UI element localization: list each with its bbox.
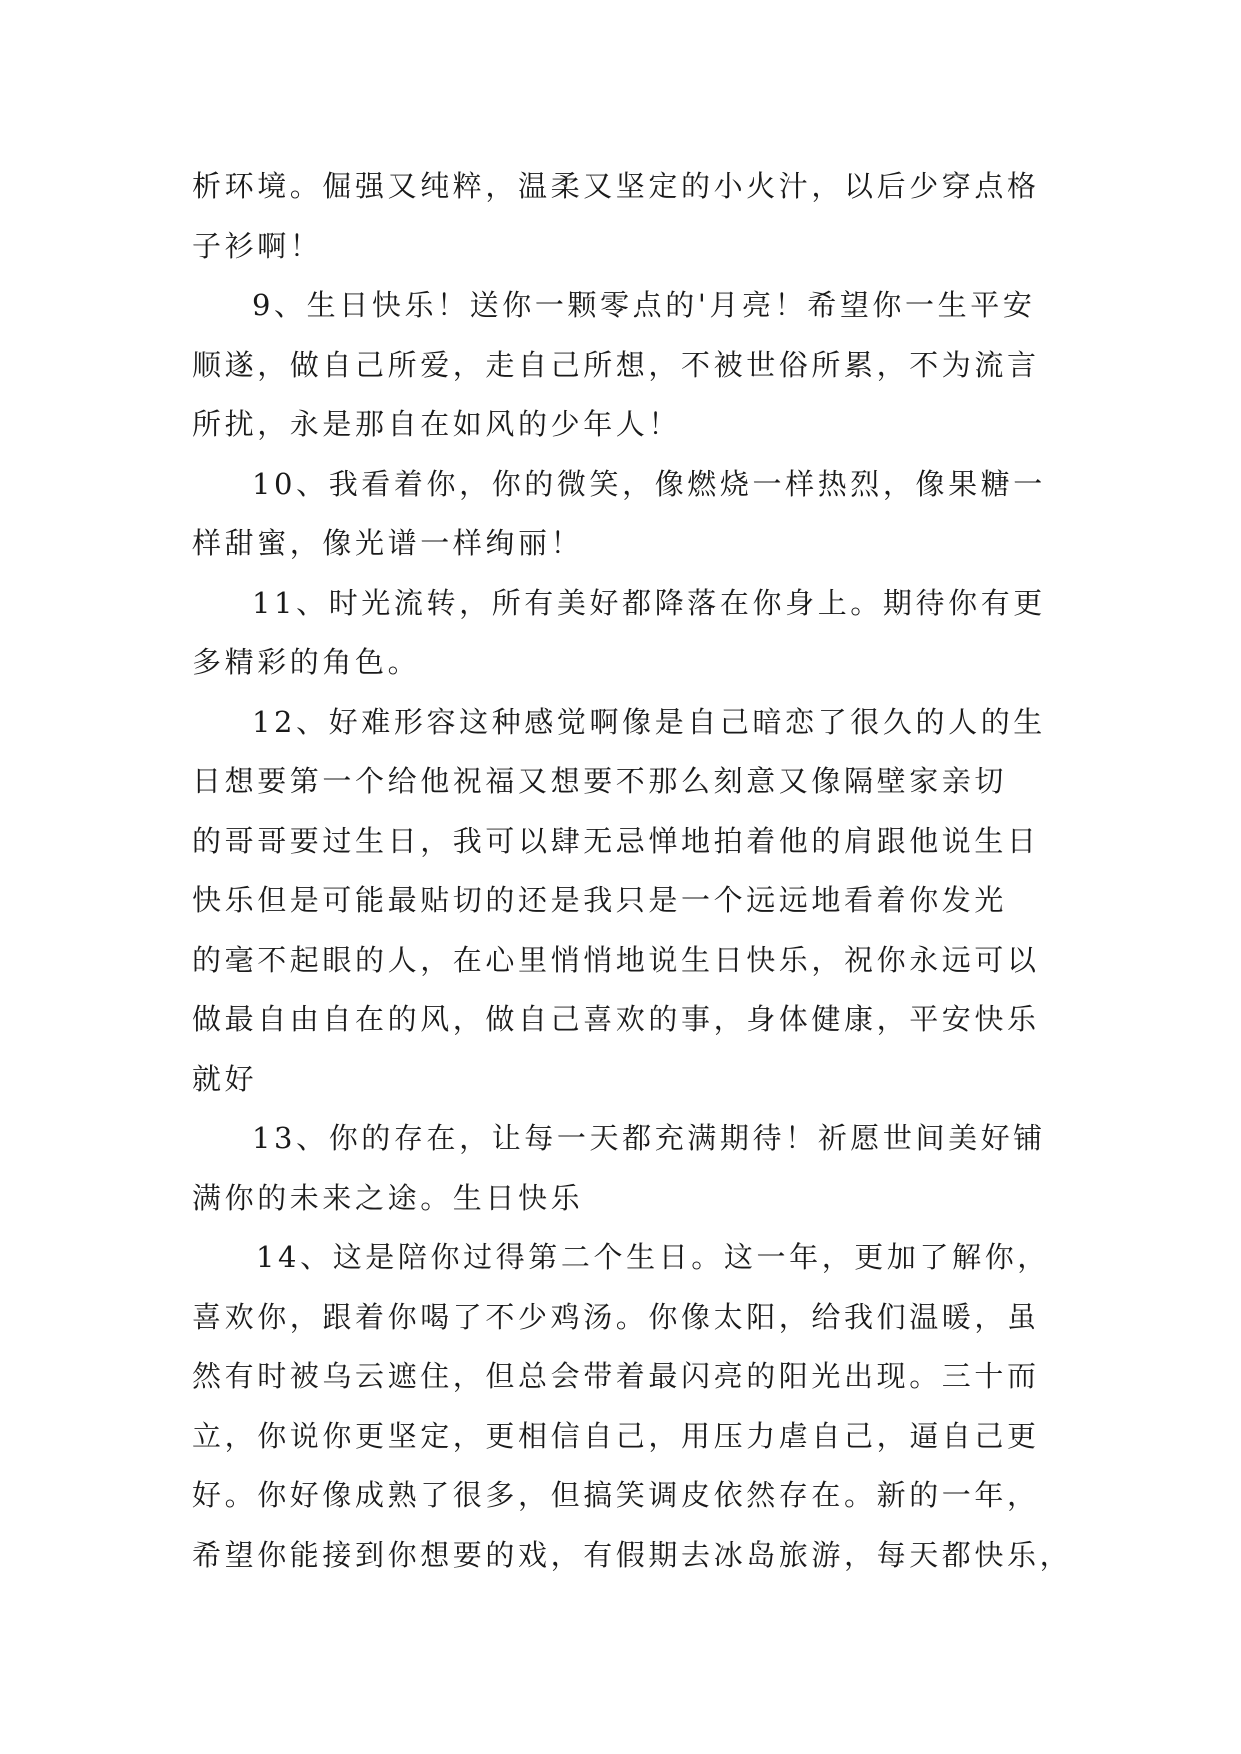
text-line: 希望你能接到你想要的戏，有假期去冰岛旅游，每天都快乐，	[192, 1537, 1073, 1572]
text-line: 做最自由自在的风，做自己喜欢的事，身体健康，平安快乐	[192, 1002, 1040, 1036]
text-line: 子衫啊！	[192, 228, 323, 263]
paragraph-12-start: 12、好难形容这种感觉啊像是自己暗恋了很久的人的生	[252, 704, 1046, 739]
text-line: 好。你好像成熟了很多，但搞笑调皮依然存在。新的一年，	[192, 1478, 1040, 1512]
document-body	[192, 157, 1073, 1585]
text-line: 的毫不起眼的人，在心里悄悄地说生日快乐，祝你永远可以	[192, 942, 1040, 977]
text-line: 然有时被乌云遮住，但总会带着最闪亮的阳光出现。三十而	[192, 1359, 1040, 1393]
paragraph-14-start: 14、这是陪你过得第二个生日。这一年，更加了解你，	[256, 1240, 1050, 1274]
text-line: 顺遂，做自己所爱，走自己所想，不被世俗所累，不为流言	[192, 347, 1040, 382]
text-line: 样甜蜜，像光谱一样绚丽！	[192, 526, 584, 560]
text-line: 日想要第一个给他祝福又想要不那么刻意又像隔壁家亲切	[192, 764, 1008, 798]
text-line: 就好	[192, 1061, 258, 1096]
text-line: 所扰，永是那自在如风的少年人！	[192, 407, 682, 441]
text-line: 满你的未来之途。生日快乐	[192, 1180, 584, 1215]
paragraph-9-start: 9、生日快乐！送你一颗零点的'月亮！希望你一生平安	[252, 288, 1036, 322]
text-line: 立，你说你更坚定，更相信自己，用压力虐自己，逼自己更	[192, 1418, 1040, 1453]
text-line: 多精彩的角色。	[192, 645, 421, 679]
text-line: 喜欢你，跟着你喝了不少鸡汤。你像太阳，给我们温暖，虽	[192, 1299, 1040, 1334]
text-line: 快乐但是可能最贴切的还是我只是一个远远地看着你发光	[192, 883, 1008, 917]
text-line: 的哥哥要过生日，我可以肆无忌惮地拍着他的肩跟他说生日	[192, 823, 1040, 858]
paragraph-10-start: 10、我看着你，你的微笑，像燃烧一样热烈，像果糖一	[252, 466, 1046, 501]
paragraph-11-start: 11、时光流转，所有美好都降落在你身上。期待你有更	[252, 585, 1046, 620]
text-line: 析环境。倔强又纯粹，温柔又坚定的小火汁，以后少穿点格	[192, 169, 1040, 203]
paragraph-13-start: 13、你的存在，让每一天都充满期待！祈愿世间美好铺	[252, 1121, 1046, 1155]
